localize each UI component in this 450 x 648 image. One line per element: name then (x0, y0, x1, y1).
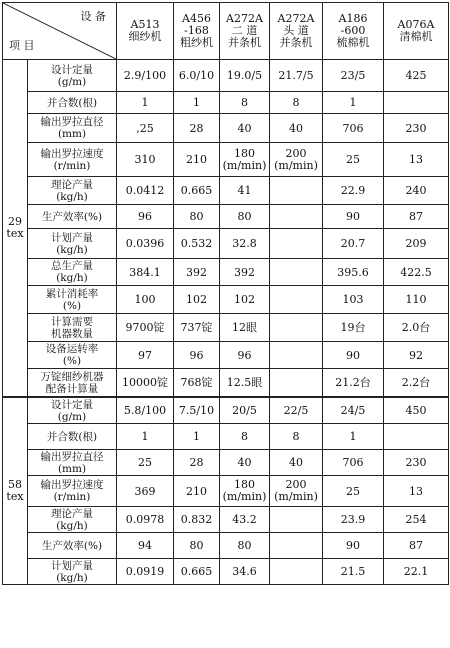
item-cell (28, 205, 117, 229)
machine-header-line: 二 道 (231, 24, 258, 37)
value-cell: 24/5 (323, 397, 384, 424)
group-label-cell (3, 397, 28, 585)
value-cell: 0.0978 (117, 507, 174, 533)
table-row (3, 114, 449, 143)
item-label-line: 并合数(根) (46, 430, 98, 443)
machine-header-2 (174, 3, 220, 60)
value-line: 200 (285, 146, 307, 160)
item-label-line: 计算需要 (51, 315, 93, 328)
value-cell: 28 (174, 114, 220, 143)
item-cell (28, 559, 117, 585)
group-label-cell (3, 60, 28, 398)
item-label-line: (%) (62, 355, 82, 367)
value-cell: 425 (384, 60, 449, 92)
table-row (3, 60, 449, 92)
value-line: (m/min) (222, 490, 267, 503)
value-cell: 369 (117, 476, 174, 507)
item-label-line: (kg/h) (56, 190, 88, 203)
value-cell (270, 476, 323, 507)
item-cell (28, 450, 117, 476)
item-label-line: (g/m) (57, 410, 87, 423)
value-cell: 706 (323, 114, 384, 143)
item-label-line: (kg/h) (56, 571, 88, 584)
value-cell: 90 (323, 533, 384, 559)
table-row (3, 143, 449, 177)
item-label-line: 设计定量 (51, 398, 93, 411)
value-cell: 25 (323, 476, 384, 507)
machine-header-3 (220, 3, 270, 60)
table-row (3, 229, 449, 259)
value-cell: 1 (174, 92, 220, 114)
machine-header-line: A186 (338, 12, 368, 25)
item-label-line: 输出罗拉直径 (40, 450, 104, 463)
value-cell: 8 (270, 92, 323, 114)
value-cell (270, 369, 323, 398)
item-label-line: 计划产量 (51, 231, 93, 244)
item-label-line: (kg/h) (56, 519, 88, 532)
value-cell: 230 (384, 450, 449, 476)
production-table (2, 2, 449, 585)
machine-header-line: 梳棉机 (336, 36, 370, 49)
table-row (3, 177, 449, 205)
value-cell: 254 (384, 507, 449, 533)
value-cell: 21.2台 (323, 369, 384, 398)
value-cell: 90 (323, 342, 384, 369)
value-cell: 10000锭 (117, 369, 174, 398)
value-cell: 6.0/10 (174, 60, 220, 92)
value-cell: 5.8/100 (117, 397, 174, 424)
value-cell: 706 (323, 450, 384, 476)
value-cell: 768锭 (174, 369, 220, 398)
value-cell: 13 (384, 476, 449, 507)
table-row (3, 369, 449, 398)
item-label-line: (%) (62, 299, 82, 312)
item-cell (28, 424, 117, 450)
value-cell: 102 (174, 286, 220, 314)
machine-header-line: 头 道 (283, 24, 309, 37)
item-cell (28, 229, 117, 259)
value-cell: 32.8 (220, 229, 270, 259)
value-cell: ,25 (117, 114, 174, 143)
machine-header-line: A513 (130, 18, 160, 31)
item-label-line: (kg/h) (56, 243, 88, 256)
value-line: 200 (285, 478, 307, 491)
value-cell: 22.9 (323, 177, 384, 205)
value-cell (270, 286, 323, 314)
value-cell (270, 507, 323, 533)
item-cell (28, 342, 117, 369)
value-cell (384, 424, 449, 450)
value-cell: 90 (323, 205, 384, 229)
value-cell: 87 (384, 205, 449, 229)
group-label-line: tex (6, 490, 24, 503)
machine-header-line: 并条机 (279, 36, 313, 49)
value-cell: 209 (384, 229, 449, 259)
value-cell: 240 (384, 177, 449, 205)
value-cell: 1 (117, 92, 174, 114)
value-cell: 23/5 (323, 60, 384, 92)
value-cell: 450 (384, 397, 449, 424)
value-cell: 34.6 (220, 559, 270, 585)
value-cell (270, 229, 323, 259)
value-cell: 92 (384, 342, 449, 369)
value-cell: 103 (323, 286, 384, 314)
value-cell: 395.6 (323, 259, 384, 286)
value-cell: 1 (117, 424, 174, 450)
item-label-line: 输出罗拉速度 (40, 147, 104, 160)
item-label-line: (r/min) (53, 491, 91, 503)
item-label-line: 输出罗拉速度 (40, 479, 104, 491)
table-row (3, 205, 449, 229)
item-label-line: (g/m) (57, 75, 87, 88)
value-line: 180 (234, 146, 255, 160)
value-cell: 210 (174, 143, 220, 177)
value-cell: 0.832 (174, 507, 220, 533)
value-cell: 40 (220, 450, 270, 476)
value-cell: 12.5眼 (220, 369, 270, 398)
value-cell: 28 (174, 450, 220, 476)
machine-header-5 (323, 3, 384, 60)
value-cell (270, 559, 323, 585)
table-row (3, 286, 449, 314)
item-cell (28, 533, 117, 559)
item-label-line: 总生产量 (51, 260, 93, 272)
machine-header-line: A076A (397, 18, 435, 31)
value-cell: 8 (270, 424, 323, 450)
item-label-line: 配备计算量 (45, 382, 99, 395)
value-cell: 0.0412 (117, 177, 174, 205)
value-cell: 737锭 (174, 314, 220, 342)
item-cell (28, 259, 117, 286)
value-cell: 80 (174, 533, 220, 559)
machine-header-line: 清棉机 (399, 30, 433, 43)
value-cell: 21.7/5 (270, 60, 323, 92)
machine-header-4 (270, 3, 323, 60)
value-cell: 0.665 (174, 177, 220, 205)
value-cell: 0.0396 (117, 229, 174, 259)
value-cell: 80 (174, 205, 220, 229)
item-cell (28, 92, 117, 114)
value-cell (270, 177, 323, 205)
value-cell: 0.0919 (117, 559, 174, 585)
value-cell: 392 (174, 259, 220, 286)
item-cell (28, 507, 117, 533)
value-cell: 12眼 (220, 314, 270, 342)
value-line: (m/min) (274, 490, 318, 503)
item-label-line: (r/min) (53, 159, 91, 172)
item-label-line: 机器数量 (51, 327, 93, 340)
machine-header-line: A456 (182, 12, 211, 25)
value-cell: 310 (117, 143, 174, 177)
machine-header-line: 粗纱机 (180, 36, 213, 49)
value-cell (270, 314, 323, 342)
item-cell (28, 177, 117, 205)
header-row (3, 3, 449, 60)
value-cell: 1 (174, 424, 220, 450)
value-cell: 2.2台 (384, 369, 449, 398)
value-cell: 96 (117, 205, 174, 229)
value-cell: 94 (117, 533, 174, 559)
value-cell: 43.2 (220, 507, 270, 533)
value-cell: 1 (323, 424, 384, 450)
table-row (3, 450, 449, 476)
value-cell: 2.9/100 (117, 60, 174, 92)
item-label-line: (kg/h) (56, 272, 88, 284)
item-cell (28, 114, 117, 143)
value-cell: 96 (174, 342, 220, 369)
value-cell: 210 (174, 476, 220, 507)
machine-header-line: 并条机 (228, 36, 261, 49)
item-label-line: (mm) (57, 128, 87, 140)
value-cell: 80 (220, 533, 270, 559)
value-cell: 40 (270, 114, 323, 143)
table-row (3, 314, 449, 342)
header-corner-cell (3, 3, 117, 60)
value-cell: 0.532 (174, 229, 220, 259)
group-label-line: 29 (8, 215, 22, 228)
item-label-line: (mm) (57, 462, 87, 475)
value-cell: 19台 (323, 314, 384, 342)
table-row (3, 259, 449, 286)
value-cell: 22.1 (384, 559, 449, 585)
value-cell: 100 (117, 286, 174, 314)
machine-header-line: -168 (184, 24, 209, 37)
value-cell: 96 (220, 342, 270, 369)
value-cell: 8 (220, 424, 270, 450)
item-label: 项 目 (9, 39, 35, 52)
item-label-line: 生产效率(%) (41, 539, 103, 552)
value-cell: 41 (220, 177, 270, 205)
value-cell: 0.665 (174, 559, 220, 585)
machine-header-1 (117, 3, 174, 60)
machine-header-line: A272A (226, 12, 263, 25)
item-cell (28, 476, 117, 507)
table-row (3, 507, 449, 533)
value-line: (m/min) (222, 158, 267, 172)
value-cell (220, 143, 270, 177)
item-label-line: 设计定量 (51, 63, 93, 76)
group-label-line: 58 (8, 478, 22, 491)
item-cell (28, 143, 117, 177)
table-row (3, 342, 449, 369)
value-cell: 80 (220, 205, 270, 229)
value-cell: 25 (323, 143, 384, 177)
value-cell: 13 (384, 143, 449, 177)
value-cell (270, 342, 323, 369)
item-label-line: 生产效率(%) (41, 210, 103, 223)
value-cell: 40 (220, 114, 270, 143)
diagonal-header (3, 3, 116, 59)
value-cell: 22/5 (270, 397, 323, 424)
value-cell: 384.1 (117, 259, 174, 286)
item-cell (28, 60, 117, 92)
table-row (3, 397, 449, 424)
value-cell: 2.0台 (384, 314, 449, 342)
value-cell: 23.9 (323, 507, 384, 533)
item-label-line: 设备运转率 (45, 343, 99, 355)
equipment-label: 设 备 (80, 10, 106, 23)
value-line: (m/min) (274, 158, 318, 172)
item-cell (28, 286, 117, 314)
value-cell (270, 143, 323, 177)
item-cell (28, 369, 117, 398)
table-row (3, 476, 449, 507)
machine-header-line: -600 (340, 24, 366, 37)
value-cell (384, 92, 449, 114)
value-cell (270, 533, 323, 559)
value-cell: 230 (384, 114, 449, 143)
value-cell: 422.5 (384, 259, 449, 286)
value-cell: 21.5 (323, 559, 384, 585)
item-cell (28, 314, 117, 342)
table-row (3, 533, 449, 559)
value-cell: 8 (220, 92, 270, 114)
item-label-line: 计划产量 (51, 559, 93, 572)
value-line: 180 (234, 478, 255, 491)
item-label-line: 并合数(根) (46, 96, 98, 109)
item-label-line: 输出罗拉直径 (40, 116, 104, 128)
value-cell: 9700锭 (117, 314, 174, 342)
table-row (3, 559, 449, 585)
item-label-line: 万锭细纱机器 (40, 370, 104, 383)
item-label-line: 理论产量 (51, 507, 93, 520)
table-row (3, 424, 449, 450)
machine-header-line: A272A (277, 12, 315, 25)
value-cell: 19.0/5 (220, 60, 270, 92)
value-cell: 20/5 (220, 397, 270, 424)
table-row (3, 92, 449, 114)
item-label-line: 累计消耗率 (45, 287, 99, 300)
value-cell: 40 (270, 450, 323, 476)
item-cell (28, 397, 117, 424)
value-cell: 97 (117, 342, 174, 369)
value-cell: 102 (220, 286, 270, 314)
value-cell: 392 (220, 259, 270, 286)
machine-header-line: 细纱机 (128, 30, 162, 43)
value-cell: 20.7 (323, 229, 384, 259)
value-cell (220, 476, 270, 507)
value-cell: 7.5/10 (174, 397, 220, 424)
value-cell: 110 (384, 286, 449, 314)
value-cell (270, 259, 323, 286)
value-cell: 1 (323, 92, 384, 114)
value-cell: 25 (117, 450, 174, 476)
value-cell: 87 (384, 533, 449, 559)
item-label-line: 理论产量 (51, 178, 93, 191)
value-cell (270, 205, 323, 229)
machine-header-6 (384, 3, 449, 60)
group-label-line: tex (6, 227, 24, 240)
